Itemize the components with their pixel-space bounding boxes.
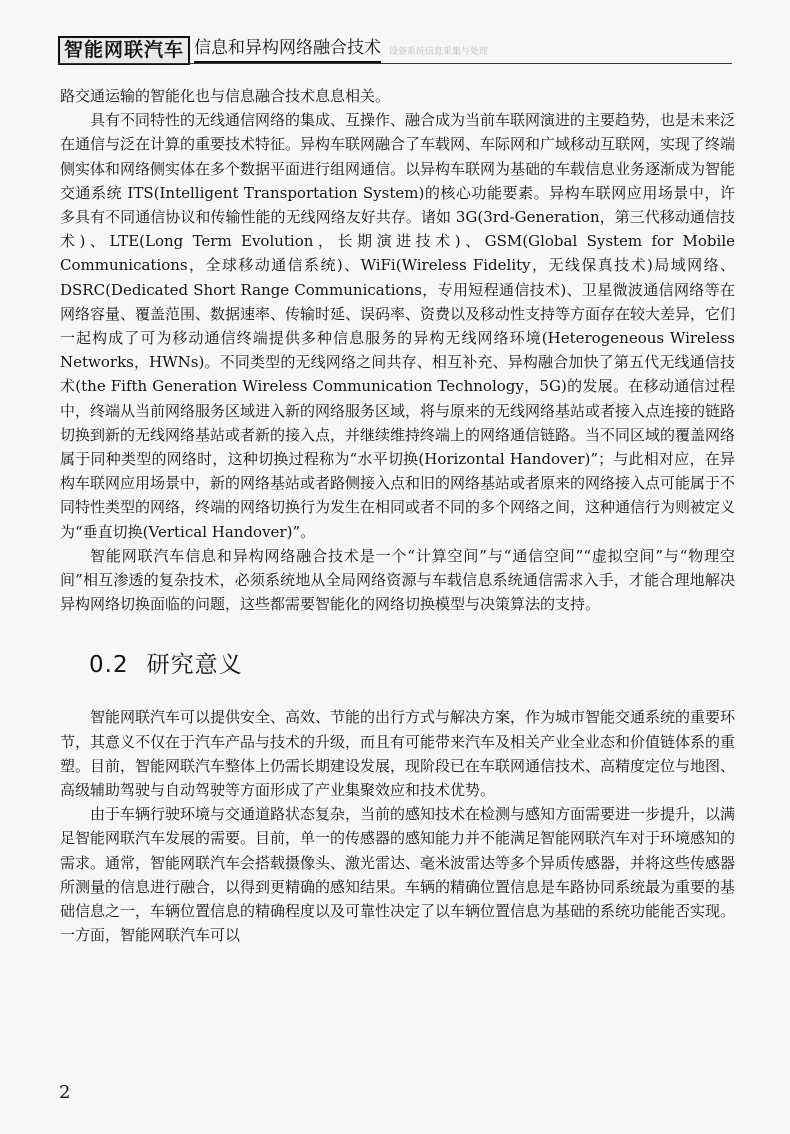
running-header xyxy=(58,36,488,64)
header-ghost-text: 设备系统信息采集与处理 xyxy=(389,46,489,57)
page-number: 2 xyxy=(59,1082,71,1103)
header-rule xyxy=(58,63,732,64)
paragraph-heterogeneous-networks: 具有不同特性的无线通信网络的集成、互操作、融合成为当前车联网演进的主要趋势，也是未来泛在通信与泛在计算的重要技术特征。异构车联网融合了车载网、车际网和广域移动互联网，实现了终端侧实体和网络侧实体在多个数据平面进行组网通信。以异构车联网为基础的车载信息业务逐渐成为智能交通系统 ITS(Intelligent Transportation System)的核心功能要素。异构车联网应用场景中，许多具有不同通信协议和传输性能的无线网络友好共存。诸如 3G(3rd-Generation，第三代移动通信技术)、LTE(Long Term Evolution，长期演进技术)、GSM(Global System for Mobile Communications，全球移动通信系统)、WiFi(Wireless Fidelity，无线保真技术)局域网络、DSRC(Dedicated Short Range Communications，专用短程通信技术)、卫星微波通信网络等在网络容量、覆盖范围、数据速率、传输时延、误码率、资费以及移动性支持等方面存在较大差异，它们一起构成了可为移动通信终端提供多种信息服务的异构无线网络环境(Heterogeneous Wireless Networks，HWNs)。不同类型的无线网络之间共存、相互补充、异构融合加快了第五代无线通信技术(the Fifth Generation Wireless Communication Technology，5G)的发展。在移动通信过程中，终端从当前网络服务区域进入新的网络服务区域，将与原来的无线网络基站或者接入点连接的链路切换到新的无线网络基站或者新的接入点，并继续维持终端上的网络通信链路。当不同区域的覆盖网络属于同种类型的网络时，这种切换过程称为“水平切换(Horizontal Handover)”；与此相对应，在异构车联网应用场景中，新的网络基站或者路侧接入点和旧的网络基站或者原来的网络接入点可能属于不同特性类型的网络，终端的网络切换行为发生在相同或者不同的多个网络之间，这种通信行为则被定义为“垂直切换(Vertical Handover)”。 xyxy=(60,111,736,541)
paragraph-fusion-technology: 智能网联汽车信息和异构网络融合技术是一个“计算空间”与“通信空间”“虚拟空间”与“物理空间”相互渗透的复杂技术，必须系统地从全局网络资源与车载信息系统通信需求入手，才能合理地解决异构网络切换面临的问题，这些都需要智能化的网络切换模型与决策算法的支持。 xyxy=(60,546,735,614)
page-body xyxy=(60,84,735,948)
paragraph-continuation: 路交通运输的智能化也与信息融合技术息息相关。 xyxy=(60,87,391,105)
paragraph-perception: 由于车辆行驶环境与交通道路状态复杂，当前的感知技术在检测与感知方面需要进一步提升，以满足智能网联汽车发展的需要。目前，单一的传感器的感知能力并不能满足智能网联汽车对于环境感知的需求。通常，智能网联汽车会搭载摄像头、激光雷达、毫米波雷达等多个异质传感器，并将这些传感器所测量的信息进行融合，以得到更精确的感知结果。车辆的精确位置信息是车路协同系统最为重要的基础信息之一，车辆位置信息的精确程度以及可靠性决定了以车辆位置信息为基础的系统功能能否实现。一方面，智能网联汽车可以 xyxy=(60,805,736,945)
book-logo-title: 智能网联汽车 xyxy=(58,36,190,65)
book-subtitle: 信息和异构网络融合技术 xyxy=(194,37,381,63)
section-title: 研究意义 xyxy=(146,652,243,679)
paragraph-significance: 智能网联汽车可以提供安全、高效、节能的出行方式与解决方案，作为城市智能交通系统的重要环节，其意义不仅在于汽车产品与技术的升级，而且有可能带来汽车及相关产业全业态和价值链体系的重塑。目前，智能网联汽车整体上仍需长期建设发展，现阶段已在车联网通信技术、高精度定位与地图、高级辅助驾驶与自动驾驶等方面形成了产业集聚效应和技术优势。 xyxy=(60,708,736,800)
section-heading xyxy=(89,646,735,679)
section-number: 0.2 xyxy=(89,652,129,679)
